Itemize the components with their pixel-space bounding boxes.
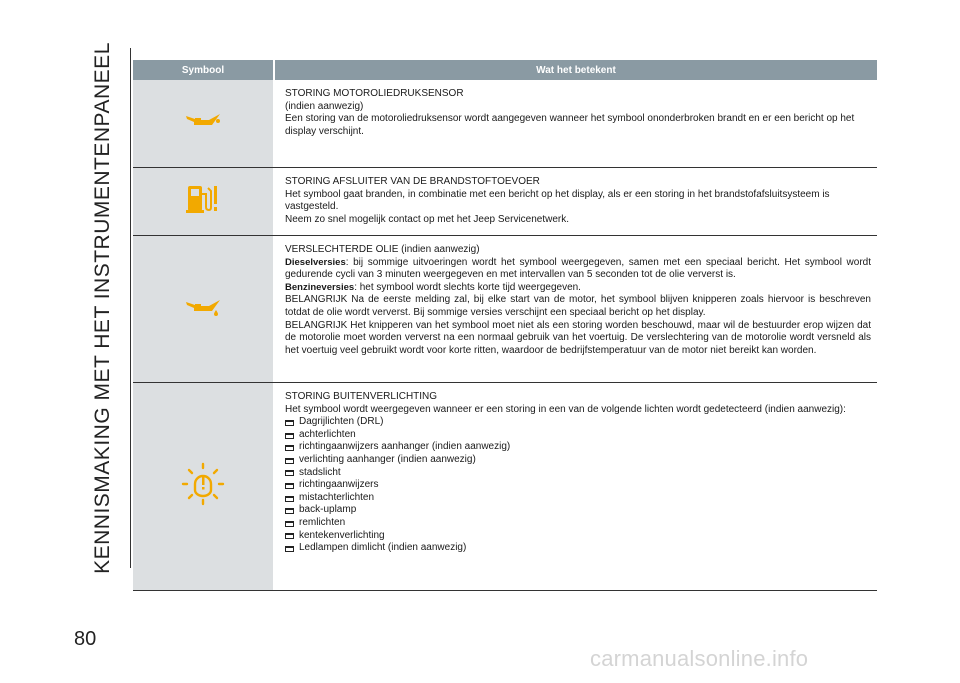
symbol-cell xyxy=(133,80,273,167)
symbol-cell xyxy=(133,383,273,590)
row-title: VERSLECHTERDE OLIE (indien aanwezig) xyxy=(285,244,480,255)
table-row xyxy=(133,80,877,168)
meaning-cell xyxy=(273,168,877,235)
bullet-icon xyxy=(285,546,294,552)
petrol-paragraph xyxy=(285,282,871,295)
diesel-paragraph xyxy=(285,257,871,282)
meaning-cell xyxy=(273,383,877,590)
row-text-2: Neem zo snel mogelijk contact op met het Jeep Servicenetwerk. xyxy=(285,213,570,225)
row-text: Een storing van de motoroliedruksensor wordt aangegeven wanneer het symbool ononderbroken brandt en er een bericht op het display verschijnt. xyxy=(285,113,855,137)
side-title: KENNISMAKING MET HET INSTRUMENTENPANEEL xyxy=(91,42,114,574)
side-rule xyxy=(130,48,131,568)
warning-symbols-table xyxy=(133,60,877,591)
row-title: STORING AFSLUITER VAN DE BRANDSTOFTOEVOER xyxy=(285,176,540,187)
table-row xyxy=(133,236,877,383)
list-item: achterlichten xyxy=(285,429,871,442)
diesel-text: : bij sommige uitvoeringen wordt het symbool weergegeven, samen met een speciaal bericht. Het symbool wordt gedurende cycli van 3 minuten weergegeven en met intervallen van 5 seconden tot de olie ververst is. xyxy=(285,256,871,281)
diesel-label: Dieselversies xyxy=(285,256,346,268)
petrol-label: Benzineversies xyxy=(285,281,355,293)
bullet-icon xyxy=(285,496,294,502)
bullet-icon xyxy=(285,433,294,439)
bullet-icon xyxy=(285,420,294,426)
bullet-icon xyxy=(285,458,294,464)
watermark: carmanualsonline.info xyxy=(590,646,809,671)
row-subtitle: (indien aanwezig) xyxy=(285,100,364,112)
list-item: Ledlampen dimlicht (indien aanwezig) xyxy=(285,542,871,555)
table-header xyxy=(133,60,877,80)
list-item: richtingaanwijzers xyxy=(285,479,871,492)
row-title: STORING MOTOROLIEDRUKSENSOR xyxy=(285,88,464,99)
row-text: Het symbool gaat branden, in combinatie met een bericht op het display, als er een storing in het brandstofafsluitsysteem is vastgesteld. xyxy=(285,188,830,213)
symbol-cell xyxy=(133,168,273,235)
list-item: stadslicht xyxy=(285,467,871,480)
page-number: 80 xyxy=(74,628,97,650)
list-item: mistachterlichten xyxy=(285,492,871,505)
oil-pressure-icon xyxy=(183,110,223,137)
important-note-2: BELANGRIJK Het knipperen van het symbool moet niet als een storing worden beschouwd, maar wil de bestuurder erop wijzen dat de motorolie moet worden ververst na een normaal gebruik van het voertuig. De verslechtering van de motorolie wordt versneld als het voertuig veel gebruikt wordt voor korte ritten, waardoor de bedrijfstemperatuur van de motor niet bereikt kan worden. xyxy=(285,319,871,356)
table-row xyxy=(133,168,877,236)
bullet-icon xyxy=(285,533,294,539)
list-item: verlichting aanhanger (indien aanwezig) xyxy=(285,454,871,467)
header-symbol: Symbool xyxy=(133,60,273,80)
bullet-icon xyxy=(285,508,294,514)
header-meaning: Wat het betekent xyxy=(275,60,877,80)
degraded-oil-icon xyxy=(183,296,223,323)
bullet-icon xyxy=(285,521,294,527)
bullet-icon xyxy=(285,470,294,476)
row-text: Het symbool wordt weergegeven wanneer er een storing in een van de volgende lichten wordt gedetecteerd (indien aanwezig): xyxy=(285,403,846,415)
meaning-cell xyxy=(273,236,877,382)
bullet-icon xyxy=(285,483,294,489)
list-item: Dagrijlichten (DRL) xyxy=(285,416,871,429)
list-item: kentekenverlichting xyxy=(285,530,871,543)
exterior-light-fault-icon xyxy=(181,462,225,511)
row-title: STORING BUITENVERLICHTING xyxy=(285,391,438,402)
list-item: remlichten xyxy=(285,517,871,530)
important-note-1: BELANGRIJK Na de eerste melding zal, bij elke start van de motor, het symbool blijven knipperen zoals hiervoor is beschreven totdat de olie wordt ververst. Bij sommige versies verschijnt een speciaal bericht op het display. xyxy=(285,294,871,318)
list-item: richtingaanwijzers aanhanger (indien aanwezig) xyxy=(285,441,871,454)
symbol-cell xyxy=(133,236,273,382)
meaning-cell xyxy=(273,80,877,167)
table-row xyxy=(133,383,877,591)
bullet-icon xyxy=(285,445,294,451)
fuel-cap-warning-icon xyxy=(186,183,220,220)
list-item: back-uplamp xyxy=(285,504,871,517)
petrol-text: : het symbool wordt slechts korte tijd weergegeven. xyxy=(354,281,581,293)
